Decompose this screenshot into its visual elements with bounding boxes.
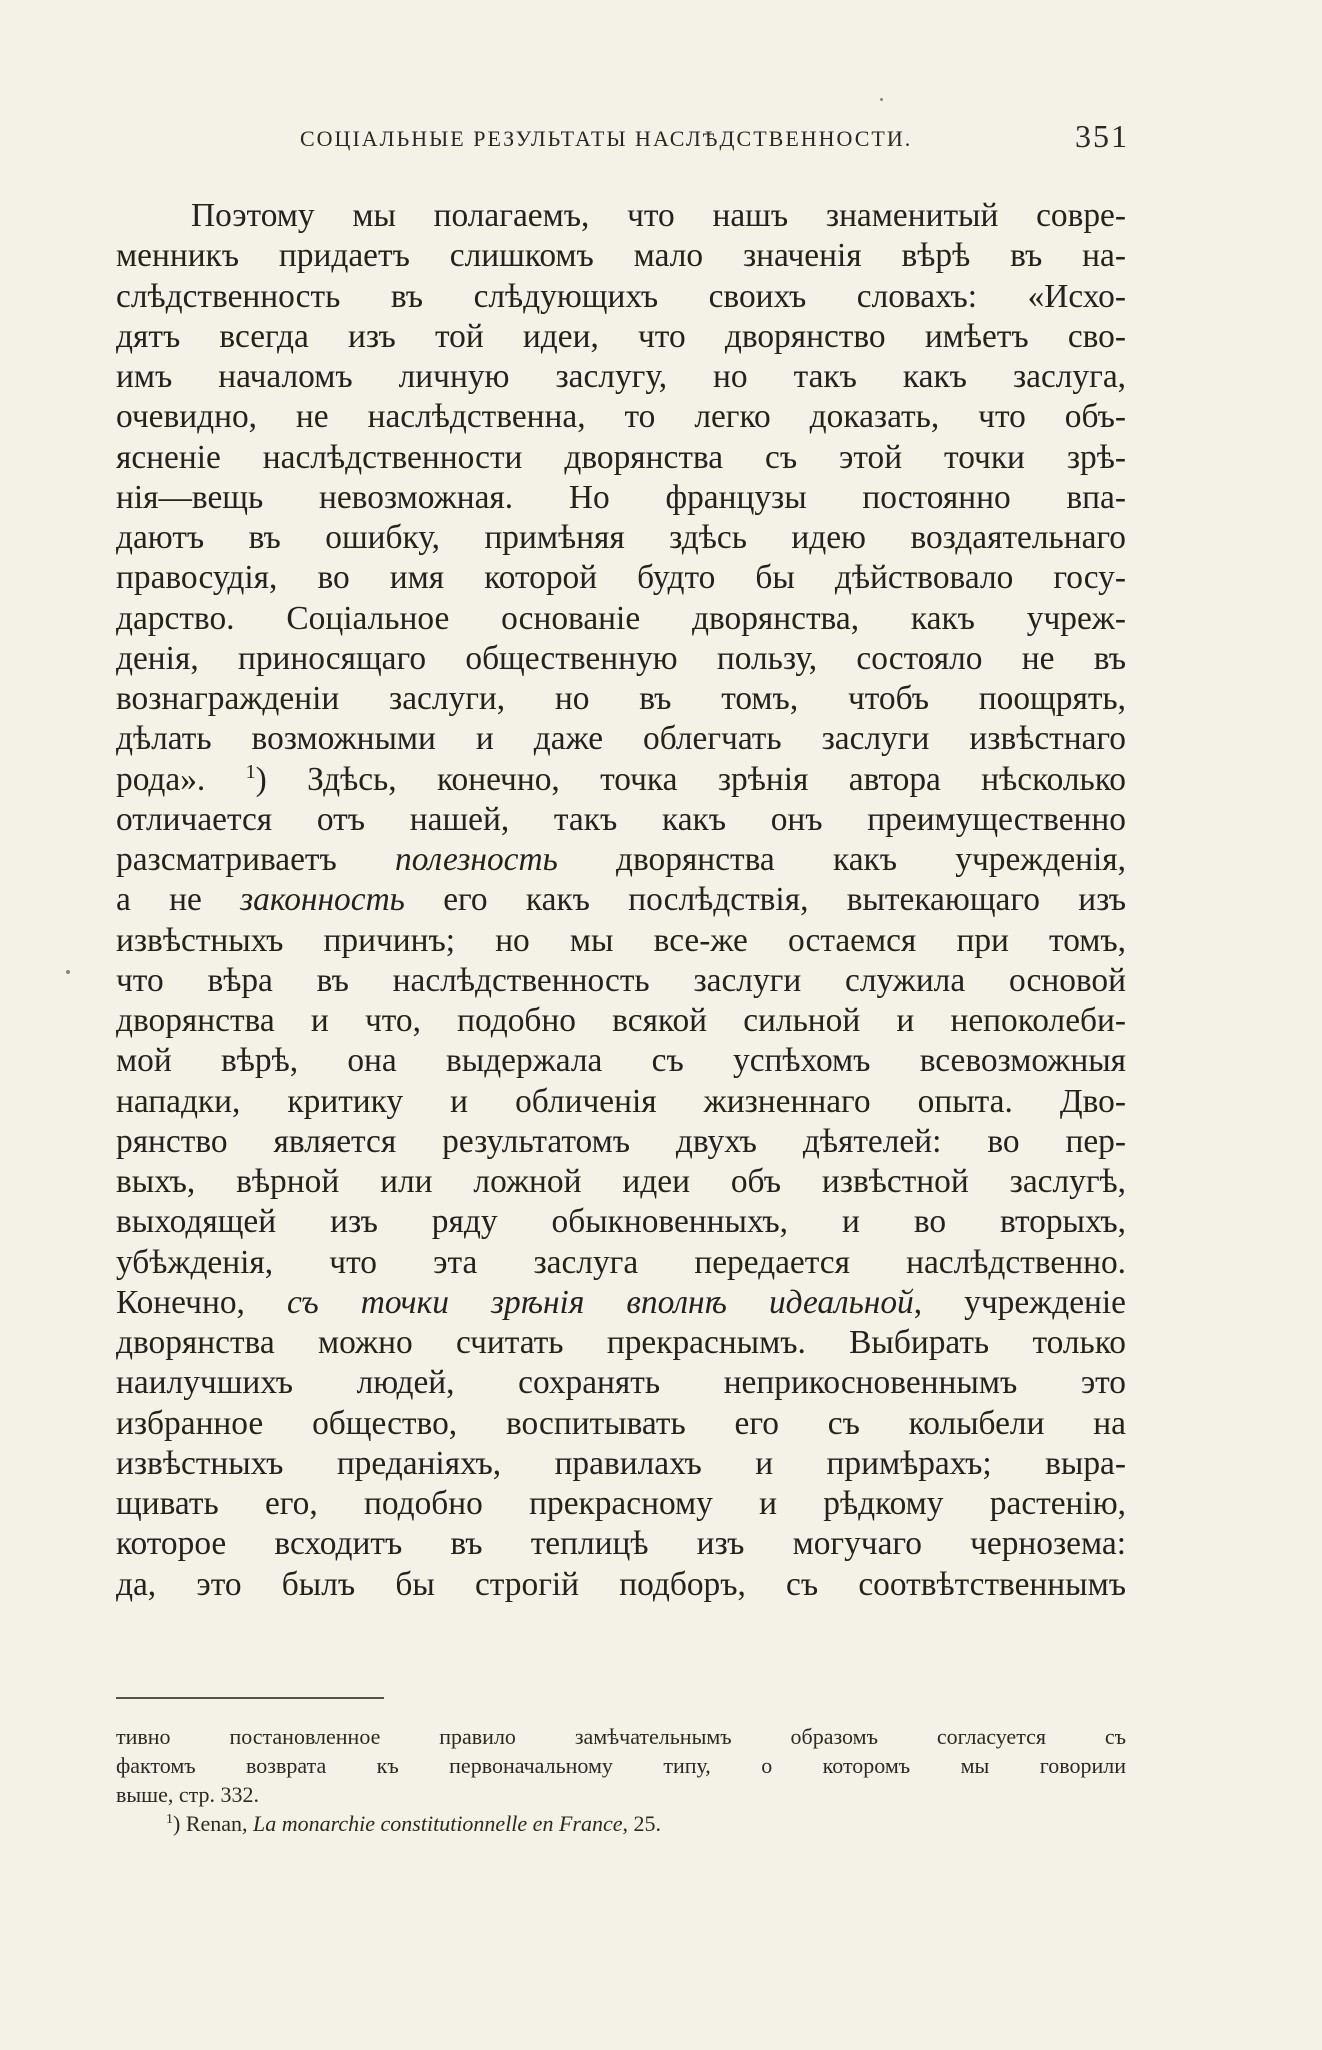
running-head: СОЦІАЛЬНЫЕ РЕЗУЛЬТАТЫ НАСЛѢДСТВЕННОСТИ. [300,126,913,151]
page-number: 351 [1075,118,1129,154]
footnote-1-mark: 1 [166,1812,173,1827]
text-line: выходящей изъ ряду обыкновенныхъ, и во вторыхъ, [116,1203,1126,1241]
text-line: наилучшихъ людей, сохранять неприкосновеннымъ это [116,1364,1126,1402]
emphasized-text: законность [240,881,405,919]
text-line: дворянства можно считать прекраснымъ. Выбирать только [116,1324,1126,1361]
text-line: даютъ въ ошибку, примѣняя здѣсь идею воздаятельнаго [116,519,1126,556]
footnote-1-text-pre: ) Renan, [173,1811,254,1836]
text-segment: дворянства какъ учрежденія, [557,841,1126,878]
text-line: очевидно, не наслѣдственна, то легко доказать, что объ- [116,398,1126,436]
text-line: дѣлать возможными и даже облегчать заслуги извѣстнаго [116,720,1126,758]
text-line: Поэтому мы полагаемъ, что нашъ знаменитый совре- [191,197,1126,234]
text-line: выхъ, вѣрной или ложной идеи объ извѣстной заслугѣ, [116,1163,1126,1200]
text-line: дарство. Соціальное основаніе дворянства, какъ учреж- [116,599,1126,637]
main-text [116,196,1126,1605]
paper-speck [880,98,883,101]
text-line: извѣстныхъ преданіяхъ, правилахъ и примѣрахъ; выра- [116,1444,1126,1482]
text-line: нія—вещь невозможная. Но французы постоянно впа- [116,478,1126,516]
text-segment: рода». [116,760,246,798]
emphasized-text: полезность [395,841,558,878]
text-line: дятъ всегда изъ той идеи, что дворянство имѣетъ сво- [116,317,1126,355]
text-line [116,840,1126,880]
text-line: рянство является результатомъ двухъ дѣятелей: во пер- [116,1122,1126,1160]
text-line: убѣжденія, что эта заслуга передается наслѣдственно. [116,1243,1126,1281]
footnote-1-text-post: , 25. [622,1811,661,1836]
paper-speck [66,970,70,974]
text-segment: , учрежденіе [913,1283,1127,1321]
text-segment: разсматриваетъ [116,841,396,878]
text-segment: а не [116,881,241,919]
footnote-continued-line: фактомъ возврата къ первоначальному типу, о которомъ мы говорили [116,1753,1126,1778]
footnote-continued-line: выше, стр. 332. [116,1782,260,1807]
text-line: слѣдственность въ слѣдующихъ своихъ словахъ: «Исхо- [116,277,1126,315]
text-segment: его какъ послѣдствія, вытекающаго изъ [404,881,1126,919]
footnote-continued-line: тивно постановленное правило замѣчательнымъ образомъ согласуется съ [116,1724,1126,1749]
text-line [116,880,1126,920]
text-line: да, это былъ бы строгій подборъ, съ соотвѣтственнымъ [116,1565,1126,1603]
text-line: вознагражденіи заслуги, но въ томъ, чтобъ поощрять, [116,680,1126,717]
text-line: дворянства и что, подобно всякой сильной и непоколеби- [116,1002,1126,1039]
text-line: мой вѣрѣ, она выдержала съ успѣхомъ всевозможныя [116,1042,1126,1080]
text-line: правосудія, во имя которой будто бы дѣйствовало госу- [116,559,1126,597]
text-segment: Конечно, [116,1283,287,1321]
text-line: что вѣра въ наслѣдственность заслуги служила основой [116,961,1126,999]
footnote-separator [116,1697,384,1699]
text-line: которое всходитъ въ теплицѣ изъ могучаго чернозема: [116,1525,1126,1563]
footnote-1-title: La monarchie constitutionnelle en France [253,1811,623,1836]
text-segment: ) Здѣсь, конечно, точка зрѣнія автора нѣсколько [255,760,1126,798]
text-line [116,1283,1126,1323]
text-line: денія, приносящаго общественную пользу, состояло не въ [116,639,1126,677]
text-line: щивать его, подобно прекрасному и рѣдкому растенію, [116,1485,1126,1522]
footnote-1 [116,1809,1126,1838]
footnote-reference: 1 [245,760,256,783]
footnotes [116,1722,1126,1838]
text-line: имъ началомъ личную заслугу, но такъ какъ заслуга, [116,358,1126,395]
text-line: отличается отъ нашей, такъ какъ онъ преимущественно [116,800,1126,838]
emphasized-text: съ точки зрѣнія вполнѣ идеальной [286,1283,914,1321]
text-line: нападки, критику и обличенія жизненнаго опыта. Дво- [116,1082,1126,1120]
text-line: избранное общество, воспитывать его съ колыбели на [116,1404,1126,1442]
text-line: менникъ придаетъ слишкомъ мало значенія вѣрѣ въ на- [116,237,1126,275]
text-line: извѣстныхъ причинъ; но мы все-же остаемся при томъ, [116,921,1126,959]
text-line: ясненіе наслѣдственности дворянства съ этой точки зрѣ- [116,438,1126,476]
text-line [116,760,1126,800]
